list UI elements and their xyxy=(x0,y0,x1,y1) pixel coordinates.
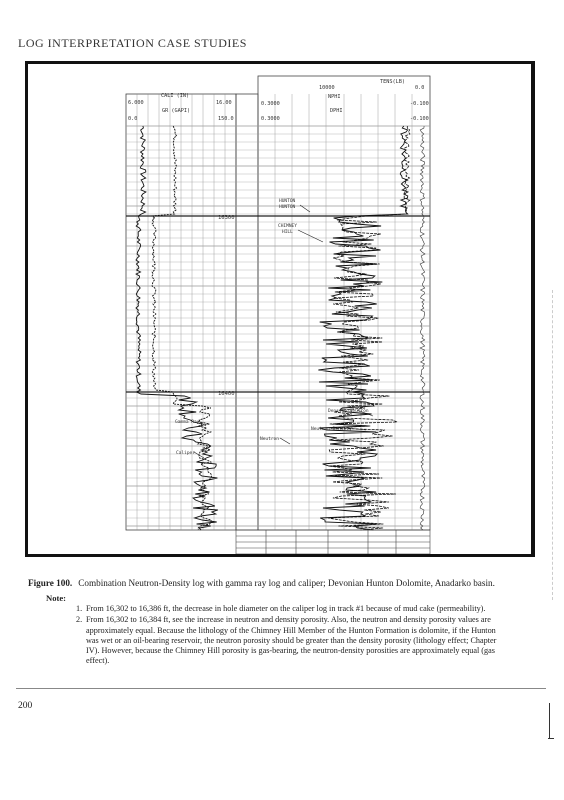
annot-hunton-b: HUNTON xyxy=(279,205,296,210)
figure-frame xyxy=(25,61,535,557)
caption-label: Figure 100. xyxy=(28,578,73,588)
annot-chimney-hill-b: HILL xyxy=(282,230,293,235)
annot-caliper-note: Caliper xyxy=(176,451,195,456)
well-log-image xyxy=(28,64,531,554)
gr-label: GR (GAPI) xyxy=(162,108,191,114)
note-text: From 16,302 to 16,386 ft, the decrease in hole diameter on the caliper log in track #1 because of mud cake (permeability). xyxy=(86,604,486,613)
tension-header: TENS(LB) xyxy=(380,79,405,85)
annot-gr-note: Gamma Ray xyxy=(175,420,200,425)
dphi-scale-left: 0.3000 xyxy=(261,116,280,122)
nphi-scale-left: 0.3000 xyxy=(261,101,280,107)
crop-mark-foot xyxy=(548,738,554,739)
caliper-scale-right: 16.00 xyxy=(216,100,232,106)
caliper-label: CALI (IN) xyxy=(161,93,190,99)
neutron-porosity-curve xyxy=(318,126,408,530)
footer-rule xyxy=(16,688,546,689)
tension-curve xyxy=(420,126,425,530)
page-number: 200 xyxy=(18,701,33,711)
annot-chimney-hill-a: CHIMNEY xyxy=(278,224,297,229)
note-number: 2. xyxy=(76,615,83,625)
depth-lower: 16400 xyxy=(218,391,235,397)
annot-density: Density-Neutron xyxy=(328,409,369,414)
note-item xyxy=(76,604,506,614)
gr-scale-left: 0.0 xyxy=(128,116,138,122)
caliper-scale-left: 6.000 xyxy=(128,100,144,106)
tension-scale-right: 0.0 xyxy=(415,85,425,91)
crop-mark xyxy=(549,703,550,739)
tension-scale-left: 10000 xyxy=(319,85,335,91)
note-item xyxy=(76,615,506,666)
scan-edge-marks xyxy=(552,290,554,600)
figure-caption xyxy=(28,577,538,589)
nphi-label: NPHI xyxy=(328,94,341,100)
running-head: LOG INTERPRETATION CASE STUDIES xyxy=(18,36,247,50)
dphi-scale-right: -0.100 xyxy=(410,116,429,122)
caption-text: Combination Neutron-Density log with gamma ray log and caliper; Devonian Hunton Dolomite, Anadarko basin. xyxy=(78,578,495,588)
nphi-scale-right: -0.100 xyxy=(410,101,429,107)
dphi-label: DPHI xyxy=(330,108,343,114)
note-number: 1. xyxy=(76,604,83,613)
gamma-ray-curve xyxy=(136,126,218,530)
annot-hunton-a: HUNTON xyxy=(279,199,296,204)
note-label: Note: xyxy=(46,593,67,603)
log-tail-table xyxy=(236,530,430,554)
annot-neutron: Neutron xyxy=(260,437,279,442)
notes-list xyxy=(76,604,506,668)
depth-upper: 16300 xyxy=(218,215,235,221)
gr-scale-right: 150.0 xyxy=(218,116,234,122)
annot-neutron-density: Neutron-Density xyxy=(311,427,352,432)
note-text: From 16,302 to 16,384 ft, see the increase in neutron and density porosity. Also, the neutron and density porosity values are approximately equal. Because the lithology of the Chimney Hill Member of the Hunton Formation is dolomite, if the Hunton was wet or an oil-bearing reservoir, the neutron porosity should be greater than the density porosity (lithology effect; Chapter IV). However, because the Chimney Hill porosity is gas-bearing, the neutron-density porosities are approximately equal (gas effect). xyxy=(86,615,497,666)
